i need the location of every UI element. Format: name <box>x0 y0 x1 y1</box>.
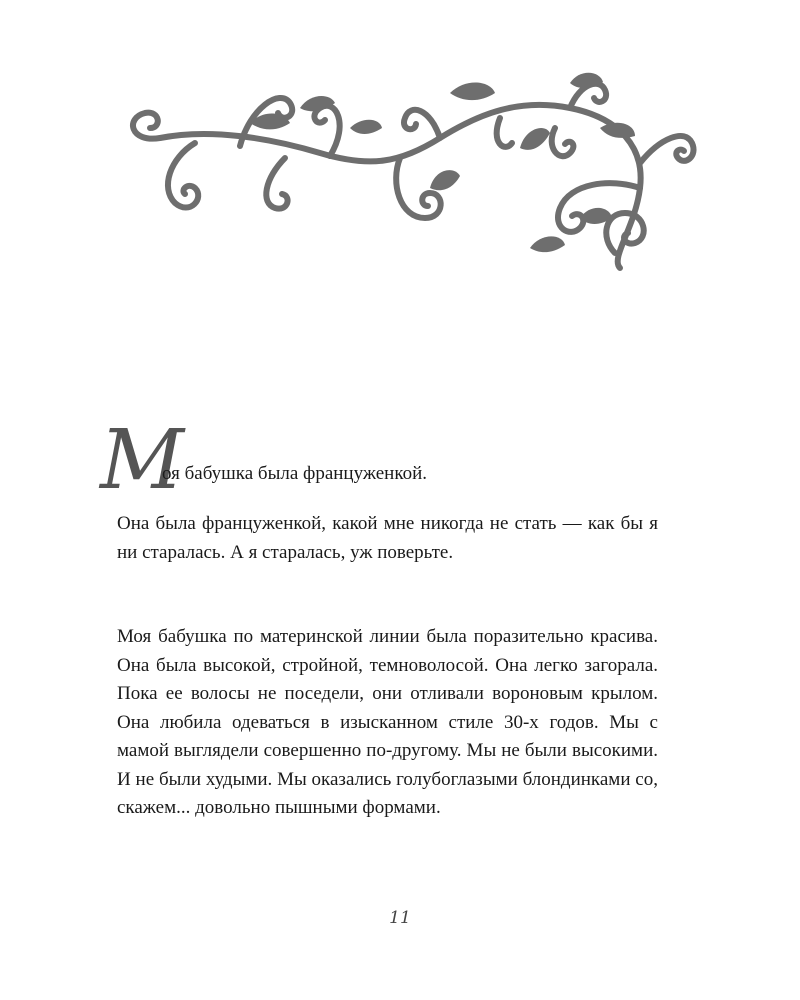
flourish-vine-ornament <box>100 68 700 288</box>
paragraph: Она была француженкой, какой мне никогда не стать — как бы я ни старалась. А я старалась, уж поверьте. <box>117 513 658 563</box>
first-line-text: оя бабушка была француженкой. <box>162 463 428 484</box>
drop-cap: М <box>100 413 182 508</box>
chapter-first-line <box>100 413 660 510</box>
page-number: 11 <box>389 908 411 928</box>
paragraph: Моя бабушка по материнской линии была поразительно красива. Она была высокой, стройной, темноволосой. Она легко загорала. Пока ее волосы не поседели, они отливали вороновым крылом. Она любила одеваться в изысканном стиле 30-х годов. Мы с мамой выглядели совершенно по-другому. Мы не были высокими. И не были худыми. Мы оказались голубоглазыми блондинками со, скажем... довольно пышными формами. <box>117 626 658 818</box>
ornament-svg <box>100 68 700 288</box>
